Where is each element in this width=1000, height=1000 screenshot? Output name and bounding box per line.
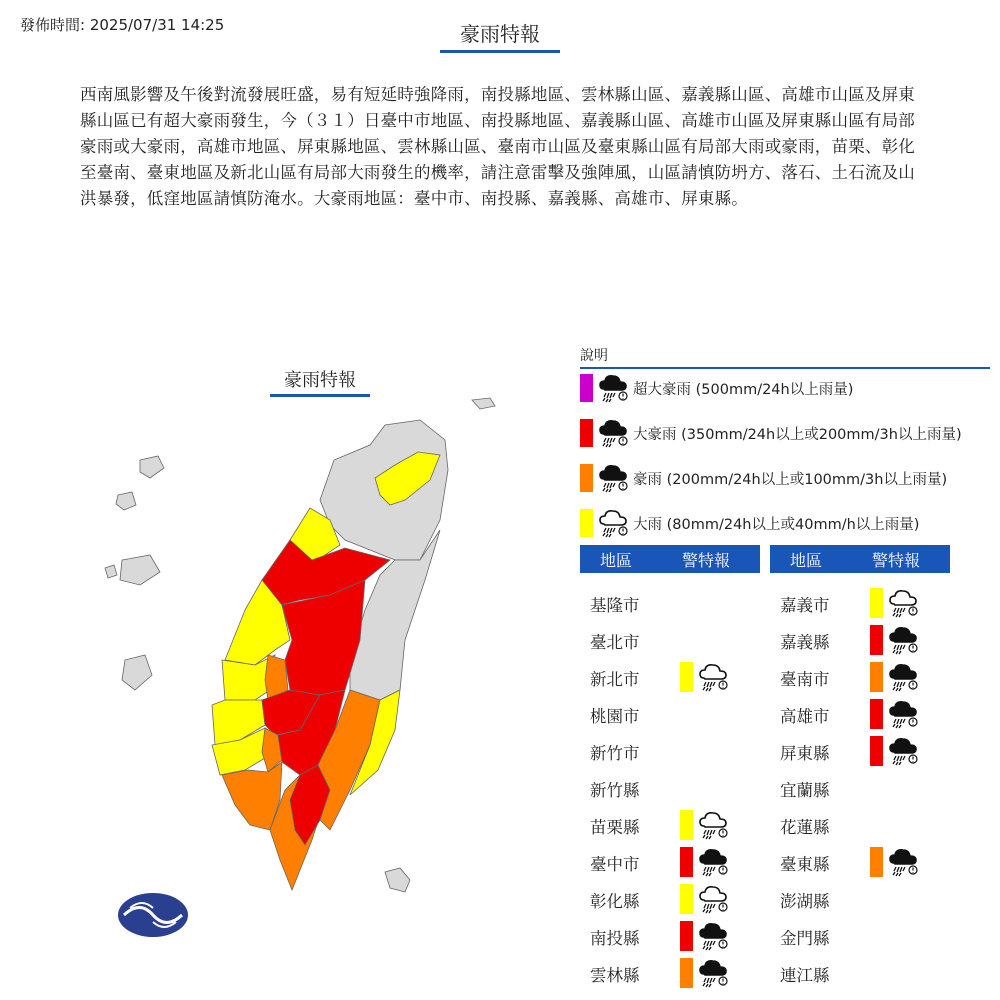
legend-swatch xyxy=(580,419,593,447)
legend-item-super_torrential xyxy=(580,373,853,403)
warning-swatch-extremely_torrential xyxy=(870,736,883,766)
region-name: 澎湖縣 xyxy=(780,892,830,911)
heavy-rain-icon xyxy=(888,625,920,655)
heavy-rain-icon xyxy=(598,463,630,493)
warning-swatch-heavy xyxy=(680,662,693,692)
region-name: 新北市 xyxy=(590,670,640,689)
legend-label: 超大豪雨 (500mm/24h以上雨量) xyxy=(633,381,854,398)
region-name: 嘉義縣 xyxy=(780,633,830,652)
table-header-left xyxy=(580,545,760,573)
region-name: 金門縣 xyxy=(780,929,830,948)
region-name: 雲林縣 xyxy=(590,966,640,985)
region-penghu-1 xyxy=(140,456,164,478)
region-name: 屏東縣 xyxy=(780,744,830,763)
warning-description: 西南風影響及午後對流發展旺盛，易有短延時強降雨，南投縣地區、雲林縣山區、嘉義縣山區、高雄市山區及屏東縣山區已有超大豪雨發生，今（３１）日臺中市地區、南投縣地區、嘉義縣山區、高雄市山區及屏東縣山區有局部豪雨或大豪雨，高雄市地區、屏東縣地區、雲林縣山區、臺南市山區及臺東縣山區有局部大雨或豪雨，苗栗、彰化至臺南、臺東地區及新北山區有局部大雨發生的機率，請注意雷擊及強陣風，山區請慎防坍方、落石、土石流及山洪暴發，低窪地區請慎防淹水。大豪雨地區：臺中市、南投縣、嘉義縣、高雄市、屏東縣。 xyxy=(80,85,915,208)
page-title: 豪雨特報 xyxy=(440,18,560,53)
region-name: 臺北市 xyxy=(590,633,640,652)
heavy-rain-icon xyxy=(888,736,920,766)
heavy-rain-icon xyxy=(698,958,730,988)
header-region: 地區 xyxy=(599,550,632,570)
legend-swatch xyxy=(580,509,593,537)
warning-swatch-heavy xyxy=(680,884,693,914)
region-name: 臺南市 xyxy=(780,670,830,689)
heavy-rain-icon xyxy=(598,418,630,448)
legend-label: 大豪雨 (350mm/24h以上或200mm/3h以上雨量) xyxy=(633,426,962,443)
legend-item-extremely_torrential xyxy=(580,418,962,448)
warning-swatch-extremely_torrential xyxy=(680,921,693,951)
region-name: 宜蘭縣 xyxy=(780,781,830,800)
rain-outline-icon xyxy=(888,588,920,618)
region-penghu-3 xyxy=(120,555,160,585)
region-name: 南投縣 xyxy=(590,929,640,948)
region-matsu-1 xyxy=(122,655,152,690)
region-penghu-2 xyxy=(116,492,136,510)
region-name: 臺中市 xyxy=(590,855,640,874)
region-name: 嘉義市 xyxy=(780,596,830,615)
region-name: 新竹縣 xyxy=(590,781,640,800)
warning-swatch-extremely_torrential xyxy=(870,625,883,655)
table-header-right xyxy=(770,545,950,573)
legend-item-heavy xyxy=(580,508,919,538)
heavy-rain-icon xyxy=(698,921,730,951)
taiwan-warning-map xyxy=(0,390,560,970)
issue-time: 發佈時間: 2025/07/31 14:25 xyxy=(20,16,225,34)
region-name: 新竹市 xyxy=(590,744,640,763)
heavy-rain-icon xyxy=(888,699,920,729)
rain-outline-icon xyxy=(698,884,730,914)
map-title: 豪雨特報 xyxy=(270,366,370,397)
region-name: 花蓮縣 xyxy=(780,818,830,837)
heavy-rain-icon xyxy=(888,847,920,877)
warning-swatch-heavy xyxy=(870,588,883,618)
cwa-logo xyxy=(118,893,188,937)
region-name: 臺東縣 xyxy=(780,855,830,874)
rain-outline-icon xyxy=(698,662,730,692)
header-warning: 警特報 xyxy=(871,550,920,570)
legend-title: 說明 xyxy=(580,345,990,369)
region-name: 高雄市 xyxy=(780,707,830,726)
legend-item-torrential xyxy=(580,463,947,493)
warning-swatch-torrential xyxy=(870,847,883,877)
warning-swatch-extremely_torrential xyxy=(870,699,883,729)
rain-outline-icon xyxy=(598,508,630,538)
header-warning: 警特報 xyxy=(681,550,730,570)
legend-label: 豪雨 (200mm/24h以上或100mm/3h以上雨量) xyxy=(633,471,948,488)
legend-swatch xyxy=(580,374,593,402)
header-region: 地區 xyxy=(789,550,822,570)
region-name: 基隆市 xyxy=(590,596,640,615)
legend-swatch xyxy=(580,464,593,492)
region-matsu-2 xyxy=(472,398,495,409)
legend-label: 大雨 (80mm/24h以上或40mm/h以上雨量) xyxy=(633,516,920,533)
heavy-rain-icon xyxy=(888,662,920,692)
region-kinmen-islet xyxy=(105,565,117,578)
region-name: 彰化縣 xyxy=(590,892,640,911)
warning-swatch-torrential xyxy=(870,662,883,692)
warning-swatch-heavy xyxy=(680,810,693,840)
warning-swatch-torrential xyxy=(680,958,693,988)
warning-swatch-extremely_torrential xyxy=(680,847,693,877)
region-green-island xyxy=(385,868,410,892)
region-name: 苗栗縣 xyxy=(590,818,640,837)
rain-outline-icon xyxy=(698,810,730,840)
heavy-rain-icon xyxy=(698,847,730,877)
region-name: 桃園市 xyxy=(590,707,640,726)
region-name: 連江縣 xyxy=(780,966,830,985)
heavy-rain-icon xyxy=(598,373,630,403)
